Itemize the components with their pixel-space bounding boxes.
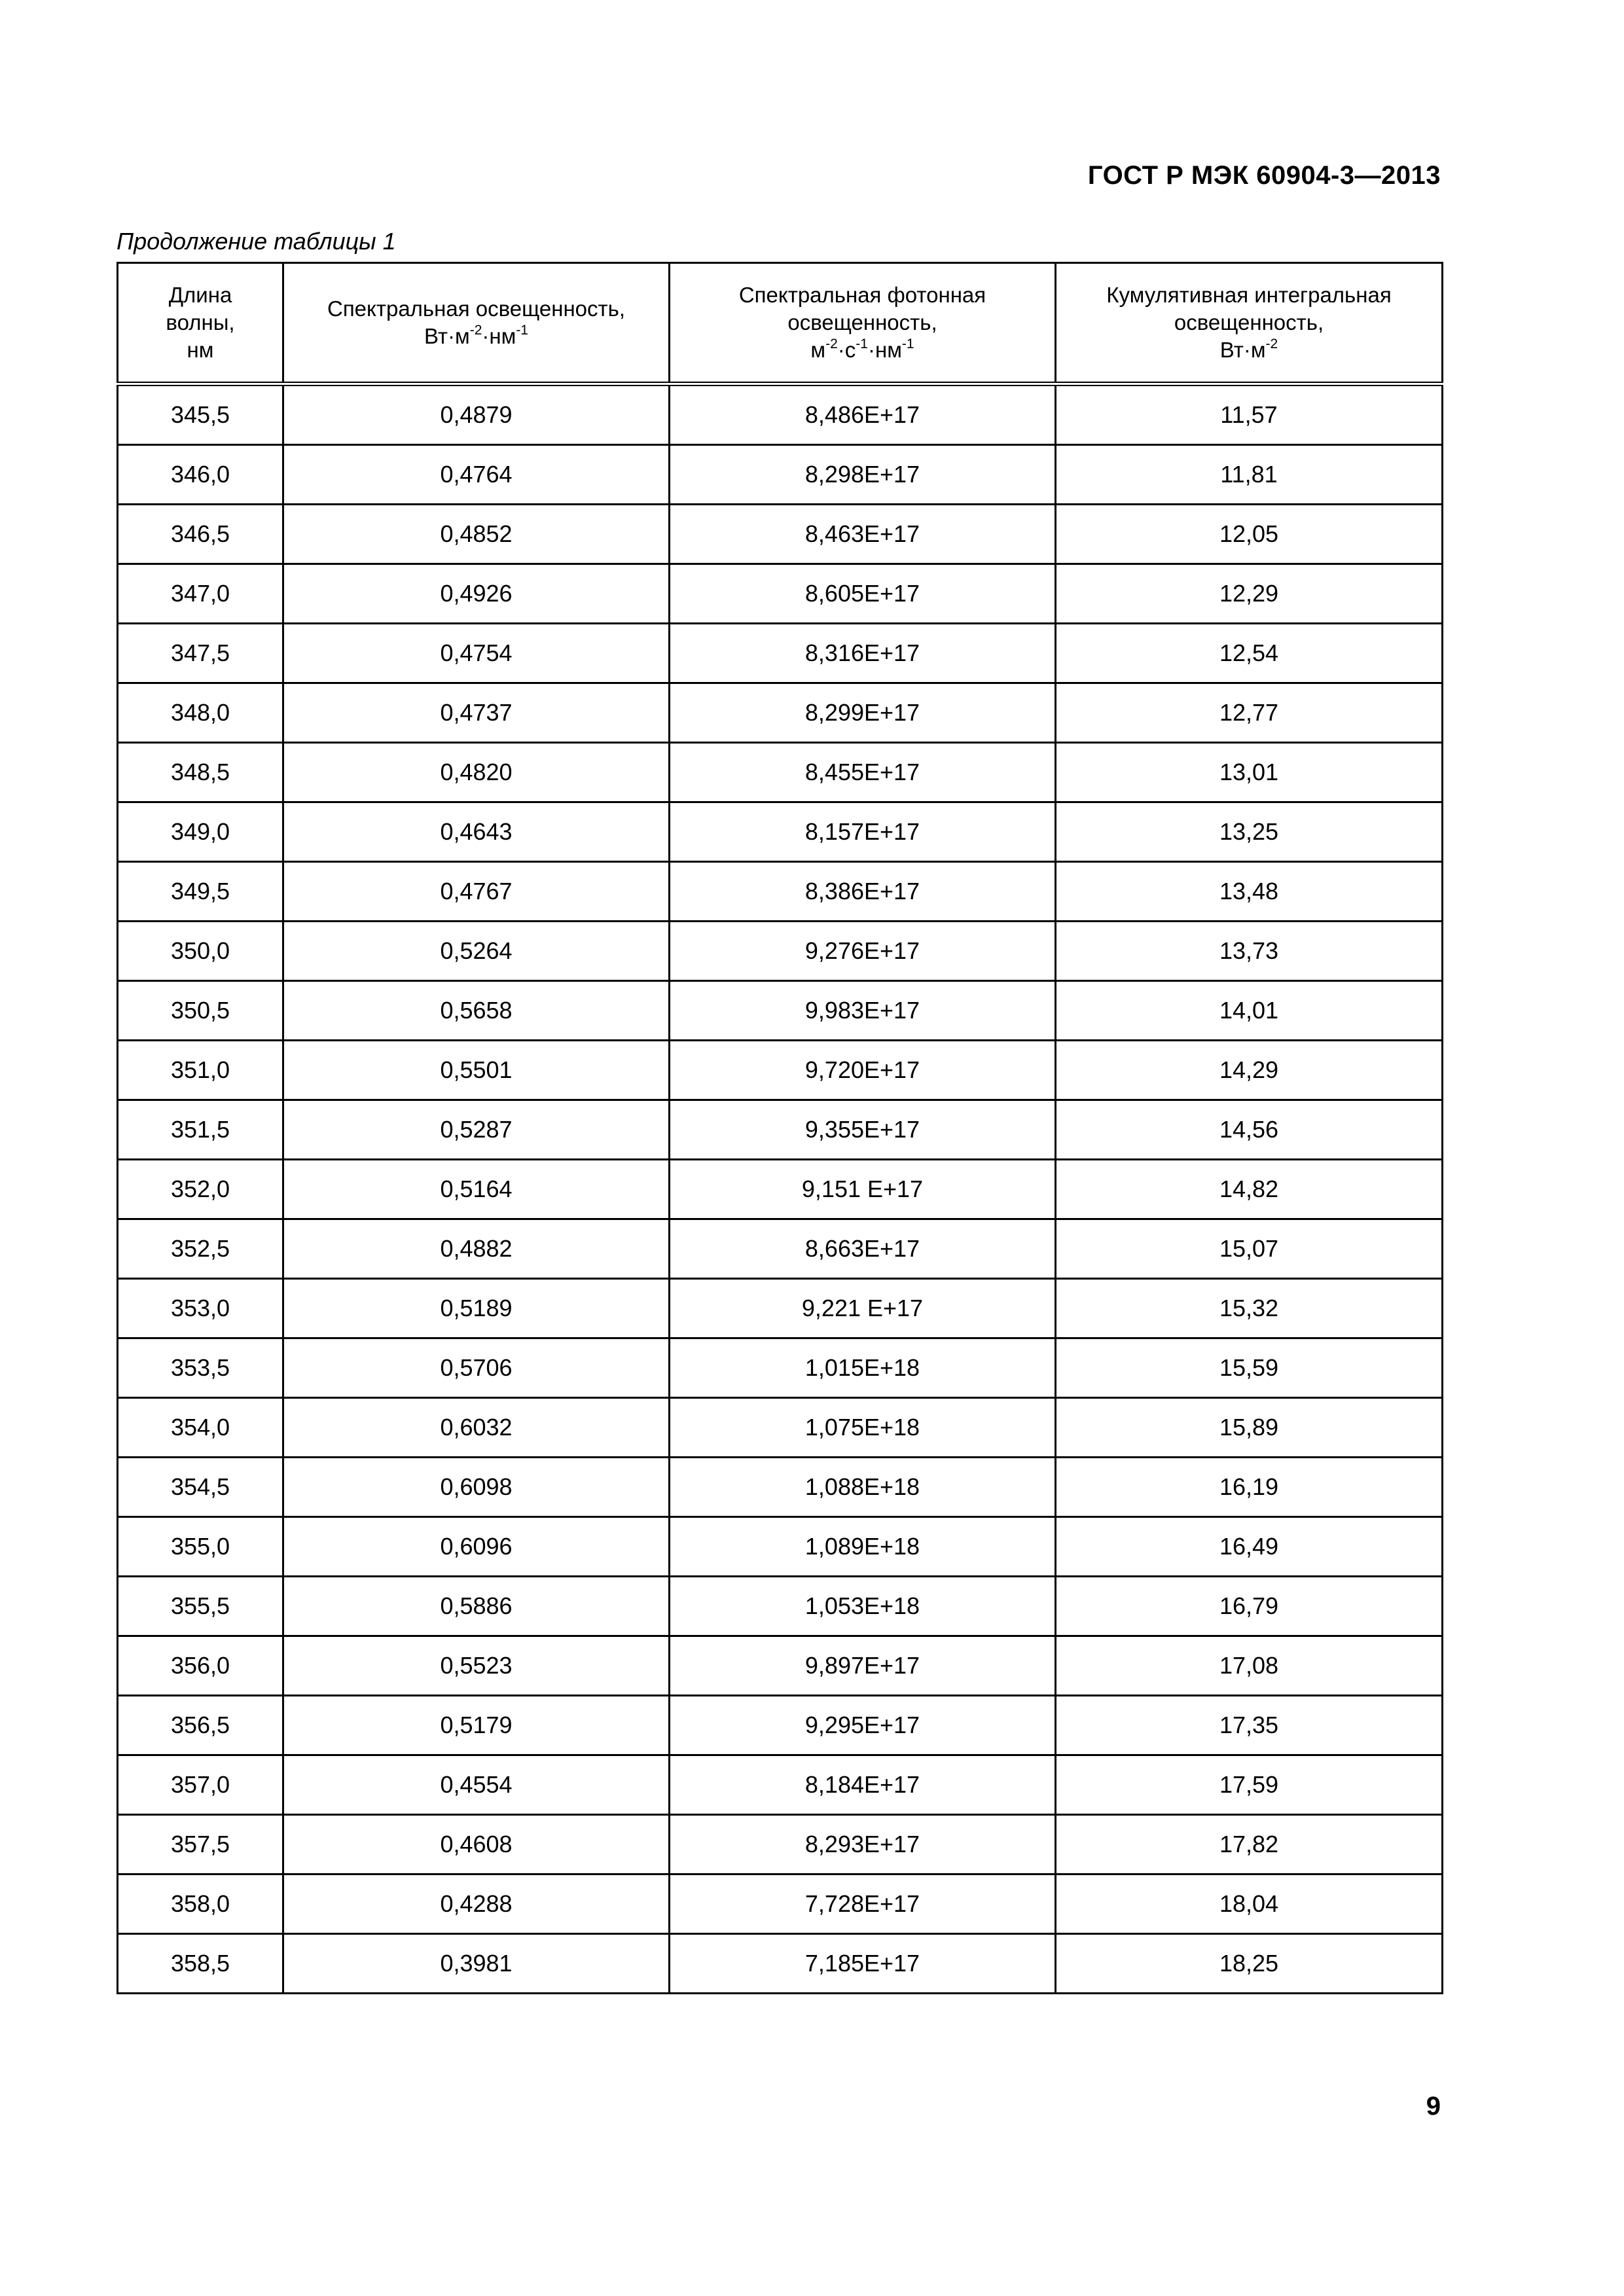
cell-wavelength: 353,5 bbox=[118, 1338, 283, 1398]
cell-cumulative-irradiance: 12,29 bbox=[1056, 564, 1443, 624]
table-row bbox=[118, 1874, 1443, 1934]
cell-photon-irradiance: 8,486E+17 bbox=[670, 384, 1056, 445]
unit-label: $м^{-2}\cdot с^{-1}\cdot нм^{-1}$ bbox=[810, 336, 914, 362]
table-row bbox=[118, 981, 1443, 1041]
cell-spectral-irradiance: 0,4764 bbox=[283, 445, 670, 505]
cell-photon-irradiance: 8,293E+17 bbox=[670, 1815, 1056, 1874]
cell-wavelength: 355,5 bbox=[118, 1577, 283, 1636]
cell-cumulative-irradiance: 15,32 bbox=[1056, 1279, 1443, 1338]
table-row bbox=[118, 743, 1443, 802]
cell-spectral-irradiance: 0,4879 bbox=[283, 384, 670, 445]
cell-spectral-irradiance: 0,4820 bbox=[283, 743, 670, 802]
column-header-spectral-photon-irradiance: Спектральная фотонная освещенность, $м^{-2}\cdot с^{-1}\cdot нм^{-1}$ bbox=[670, 263, 1056, 384]
table-row bbox=[118, 1338, 1443, 1398]
cell-wavelength: 351,5 bbox=[118, 1100, 283, 1160]
cell-photon-irradiance: 8,157E+17 bbox=[670, 802, 1056, 862]
cell-photon-irradiance: 8,463E+17 bbox=[670, 505, 1056, 564]
document-standard-header: ГОСТ Р МЭК 60904-3—2013 bbox=[1087, 161, 1441, 190]
cell-wavelength: 348,0 bbox=[118, 683, 283, 743]
cell-wavelength: 354,5 bbox=[118, 1458, 283, 1517]
column-header-wavelength: Длина волны, нм bbox=[118, 263, 283, 384]
cell-photon-irradiance: 7,185E+17 bbox=[670, 1934, 1056, 1994]
cell-photon-irradiance: 7,728E+17 bbox=[670, 1874, 1056, 1934]
cell-cumulative-irradiance: 13,48 bbox=[1056, 862, 1443, 922]
cell-wavelength: 353,0 bbox=[118, 1279, 283, 1338]
table-row bbox=[118, 1398, 1443, 1458]
cell-photon-irradiance: 1,089E+18 bbox=[670, 1517, 1056, 1577]
cell-wavelength: 346,5 bbox=[118, 505, 283, 564]
cell-wavelength: 354,0 bbox=[118, 1398, 283, 1458]
cell-spectral-irradiance: 0,4767 bbox=[283, 862, 670, 922]
cell-cumulative-irradiance: 13,73 bbox=[1056, 922, 1443, 981]
cell-spectral-irradiance: 0,5523 bbox=[283, 1636, 670, 1696]
cell-spectral-irradiance: 0,5189 bbox=[283, 1279, 670, 1338]
cell-wavelength: 358,5 bbox=[118, 1934, 283, 1994]
cell-cumulative-irradiance: 17,08 bbox=[1056, 1636, 1443, 1696]
cell-photon-irradiance: 8,663E+17 bbox=[670, 1219, 1056, 1279]
cell-cumulative-irradiance: 15,59 bbox=[1056, 1338, 1443, 1398]
cell-cumulative-irradiance: 12,77 bbox=[1056, 683, 1443, 743]
table-row bbox=[118, 1755, 1443, 1815]
table-row bbox=[118, 384, 1443, 445]
table-row bbox=[118, 1696, 1443, 1755]
cell-wavelength: 356,0 bbox=[118, 1636, 283, 1696]
cell-photon-irradiance: 9,151 E+17 bbox=[670, 1160, 1056, 1219]
spectral-data-table bbox=[117, 262, 1443, 1994]
table-row bbox=[118, 862, 1443, 922]
table-row bbox=[118, 802, 1443, 862]
cell-photon-irradiance: 8,386E+17 bbox=[670, 862, 1056, 922]
cell-cumulative-irradiance: 18,04 bbox=[1056, 1874, 1443, 1934]
table-row bbox=[118, 1279, 1443, 1338]
cell-wavelength: 356,5 bbox=[118, 1696, 283, 1755]
table-row bbox=[118, 505, 1443, 564]
column-header-cumulative-irradiance: Кумулятивная интегральная освещенность, $Вт\cdot м^{-2}$ bbox=[1056, 263, 1443, 384]
cell-spectral-irradiance: 0,4882 bbox=[283, 1219, 670, 1279]
cell-photon-irradiance: 8,184E+17 bbox=[670, 1755, 1056, 1815]
table-body bbox=[118, 384, 1443, 1994]
cell-spectral-irradiance: 0,4852 bbox=[283, 505, 670, 564]
table-row bbox=[118, 922, 1443, 981]
cell-photon-irradiance: 1,053E+18 bbox=[670, 1577, 1056, 1636]
cell-spectral-irradiance: 0,4554 bbox=[283, 1755, 670, 1815]
cell-cumulative-irradiance: 17,82 bbox=[1056, 1815, 1443, 1874]
cell-cumulative-irradiance: 13,25 bbox=[1056, 802, 1443, 862]
cell-cumulative-irradiance: 14,56 bbox=[1056, 1100, 1443, 1160]
cell-spectral-irradiance: 0,4608 bbox=[283, 1815, 670, 1874]
cell-cumulative-irradiance: 12,05 bbox=[1056, 505, 1443, 564]
cell-spectral-irradiance: 0,5164 bbox=[283, 1160, 670, 1219]
table-row bbox=[118, 624, 1443, 683]
cell-wavelength: 358,0 bbox=[118, 1874, 283, 1934]
cell-spectral-irradiance: 0,5264 bbox=[283, 922, 670, 981]
cell-spectral-irradiance: 0,3981 bbox=[283, 1934, 670, 1994]
cell-cumulative-irradiance: 14,29 bbox=[1056, 1041, 1443, 1100]
cell-photon-irradiance: 9,897E+17 bbox=[670, 1636, 1056, 1696]
column-header-spectral-irradiance: Спектральная освещенность, $Вт\cdot м^{-2}\cdot нм^{-1}$ bbox=[283, 263, 670, 384]
cell-spectral-irradiance: 0,6032 bbox=[283, 1398, 670, 1458]
cell-cumulative-irradiance: 16,79 bbox=[1056, 1577, 1443, 1636]
cell-cumulative-irradiance: 11,81 bbox=[1056, 445, 1443, 505]
cell-wavelength: 357,5 bbox=[118, 1815, 283, 1874]
cell-wavelength: 349,0 bbox=[118, 802, 283, 862]
cell-cumulative-irradiance: 11,57 bbox=[1056, 384, 1443, 445]
table-row bbox=[118, 1458, 1443, 1517]
unit-label: $Вт\cdot м^{-2}\cdot нм^{-1}$ bbox=[424, 323, 528, 348]
cell-photon-irradiance: 1,088E+18 bbox=[670, 1458, 1056, 1517]
table-row bbox=[118, 1815, 1443, 1874]
cell-spectral-irradiance: 0,4737 bbox=[283, 683, 670, 743]
cell-wavelength: 355,0 bbox=[118, 1517, 283, 1577]
cell-wavelength: 357,0 bbox=[118, 1755, 283, 1815]
cell-spectral-irradiance: 0,5886 bbox=[283, 1577, 670, 1636]
cell-spectral-irradiance: 0,6096 bbox=[283, 1517, 670, 1577]
table-row bbox=[118, 1517, 1443, 1577]
cell-wavelength: 349,5 bbox=[118, 862, 283, 922]
cell-wavelength: 350,0 bbox=[118, 922, 283, 981]
cell-cumulative-irradiance: 13,01 bbox=[1056, 743, 1443, 802]
cell-spectral-irradiance: 0,4288 bbox=[283, 1874, 670, 1934]
cell-cumulative-irradiance: 14,01 bbox=[1056, 981, 1443, 1041]
cell-spectral-irradiance: 0,4926 bbox=[283, 564, 670, 624]
cell-cumulative-irradiance: 15,89 bbox=[1056, 1398, 1443, 1458]
cell-spectral-irradiance: 0,4754 bbox=[283, 624, 670, 683]
cell-wavelength: 352,5 bbox=[118, 1219, 283, 1279]
cell-cumulative-irradiance: 15,07 bbox=[1056, 1219, 1443, 1279]
cell-wavelength: 347,0 bbox=[118, 564, 283, 624]
cell-photon-irradiance: 8,299E+17 bbox=[670, 683, 1056, 743]
cell-wavelength: 345,5 bbox=[118, 384, 283, 445]
cell-photon-irradiance: 8,298E+17 bbox=[670, 445, 1056, 505]
cell-cumulative-irradiance: 17,35 bbox=[1056, 1696, 1443, 1755]
table-caption: Продолжение таблицы 1 bbox=[117, 228, 396, 255]
cell-spectral-irradiance: 0,6098 bbox=[283, 1458, 670, 1517]
cell-cumulative-irradiance: 16,19 bbox=[1056, 1458, 1443, 1517]
cell-spectral-irradiance: 0,5501 bbox=[283, 1041, 670, 1100]
cell-photon-irradiance: 9,295E+17 bbox=[670, 1696, 1056, 1755]
cell-cumulative-irradiance: 12,54 bbox=[1056, 624, 1443, 683]
table-row bbox=[118, 1160, 1443, 1219]
cell-photon-irradiance: 8,605E+17 bbox=[670, 564, 1056, 624]
table-row bbox=[118, 1934, 1443, 1994]
table-row bbox=[118, 1100, 1443, 1160]
cell-spectral-irradiance: 0,5658 bbox=[283, 981, 670, 1041]
cell-spectral-irradiance: 0,5179 bbox=[283, 1696, 670, 1755]
table-row bbox=[118, 1636, 1443, 1696]
cell-wavelength: 347,5 bbox=[118, 624, 283, 683]
cell-wavelength: 352,0 bbox=[118, 1160, 283, 1219]
cell-photon-irradiance: 1,075E+18 bbox=[670, 1398, 1056, 1458]
table-row bbox=[118, 683, 1443, 743]
cell-photon-irradiance: 8,316E+17 bbox=[670, 624, 1056, 683]
cell-photon-irradiance: 9,221 E+17 bbox=[670, 1279, 1056, 1338]
cell-photon-irradiance: 8,455E+17 bbox=[670, 743, 1056, 802]
cell-cumulative-irradiance: 14,82 bbox=[1056, 1160, 1443, 1219]
table-row bbox=[118, 445, 1443, 505]
table-row bbox=[118, 564, 1443, 624]
cell-spectral-irradiance: 0,5287 bbox=[283, 1100, 670, 1160]
cell-wavelength: 346,0 bbox=[118, 445, 283, 505]
cell-photon-irradiance: 9,355E+17 bbox=[670, 1100, 1056, 1160]
cell-spectral-irradiance: 0,5706 bbox=[283, 1338, 670, 1398]
page-number: 9 bbox=[1426, 2092, 1441, 2121]
cell-photon-irradiance: 9,276E+17 bbox=[670, 922, 1056, 981]
cell-spectral-irradiance: 0,4643 bbox=[283, 802, 670, 862]
cell-photon-irradiance: 9,720E+17 bbox=[670, 1041, 1056, 1100]
cell-wavelength: 350,5 bbox=[118, 981, 283, 1041]
table-header-row bbox=[118, 263, 1443, 384]
cell-wavelength: 351,0 bbox=[118, 1041, 283, 1100]
cell-photon-irradiance: 1,015E+18 bbox=[670, 1338, 1056, 1398]
table-row bbox=[118, 1577, 1443, 1636]
cell-photon-irradiance: 9,983E+17 bbox=[670, 981, 1056, 1041]
cell-cumulative-irradiance: 17,59 bbox=[1056, 1755, 1443, 1815]
cell-cumulative-irradiance: 16,49 bbox=[1056, 1517, 1443, 1577]
table-row bbox=[118, 1041, 1443, 1100]
unit-label: $Вт\cdot м^{-2}$ bbox=[1219, 336, 1278, 362]
cell-cumulative-irradiance: 18,25 bbox=[1056, 1934, 1443, 1994]
table-row bbox=[118, 1219, 1443, 1279]
cell-wavelength: 348,5 bbox=[118, 743, 283, 802]
